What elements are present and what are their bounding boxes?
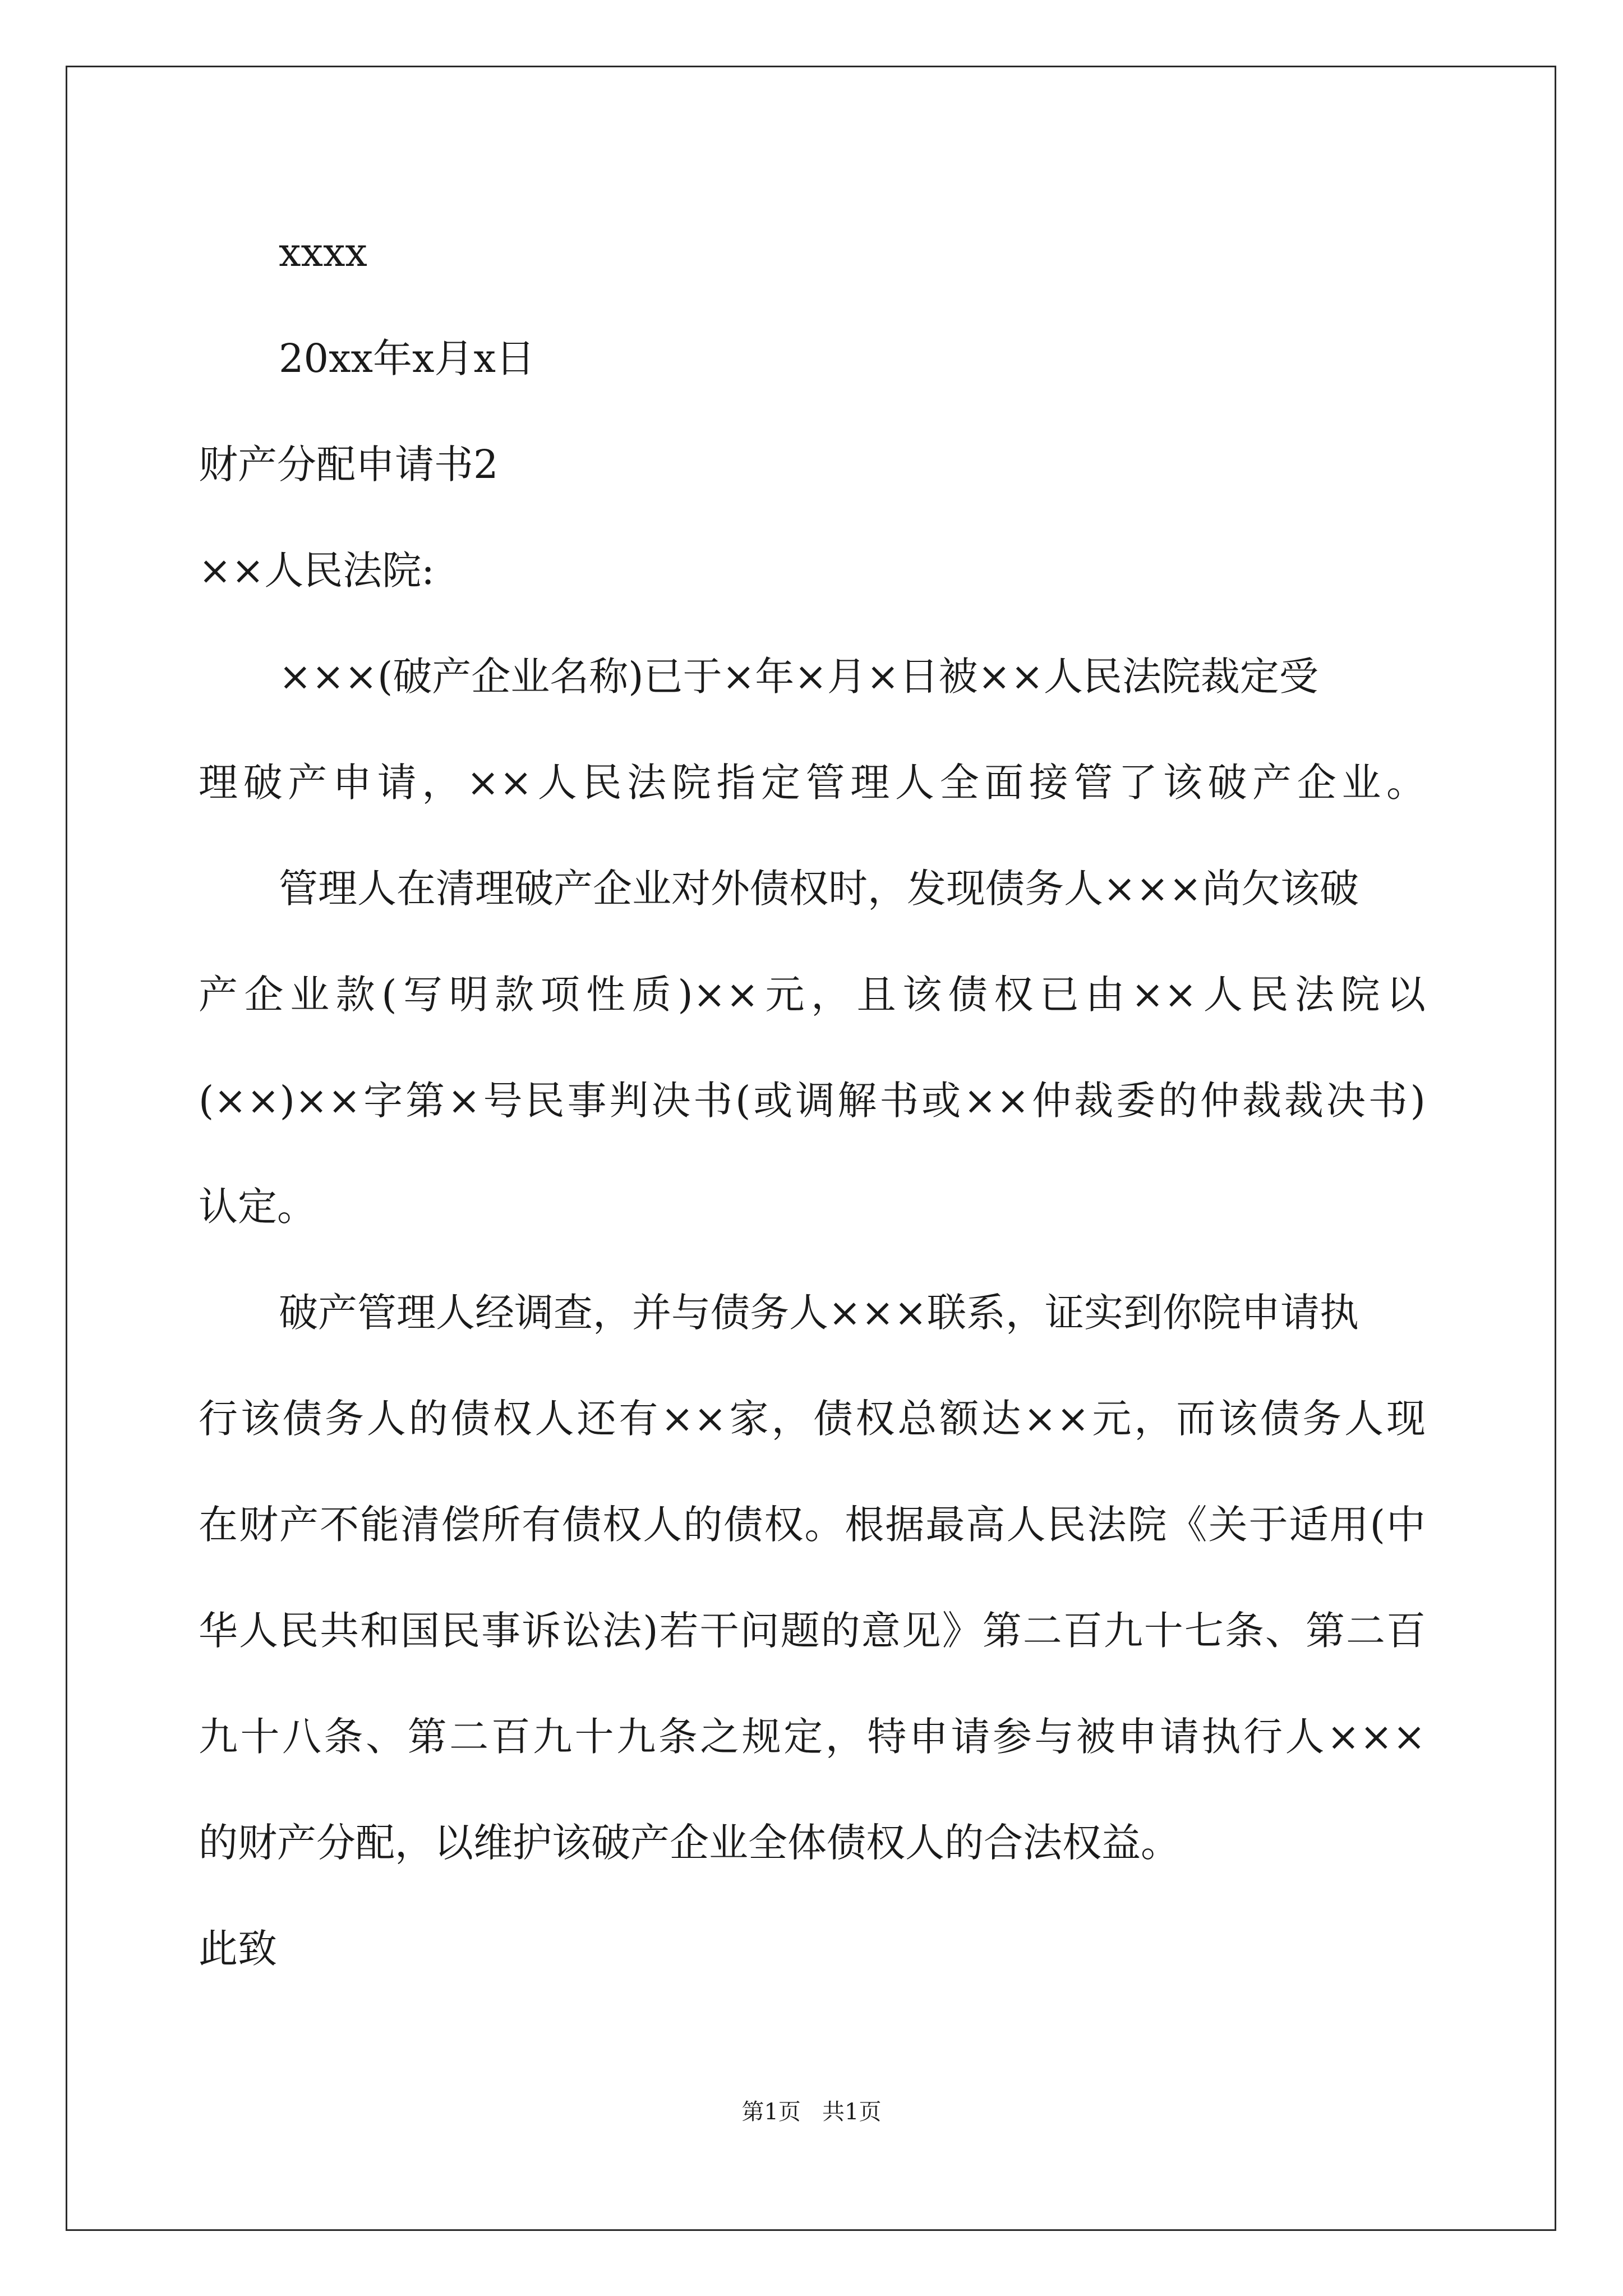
signature-name: xxxx (279, 229, 367, 275)
paragraph-1-line-2: 理破产申请，××人民法院指定管理人全面接管了该破产企业。 (199, 760, 1426, 806)
paragraph-2-line-1: 管理人在清理破产企业对外债权时，发现债务人×××尚欠该破 (279, 866, 1359, 912)
paragraph-3-line-2: 行该债务人的债权人还有××家，债权总额达××元，而该债务人现 (199, 1396, 1426, 1442)
salutation: ××人民法院: (199, 547, 435, 593)
section-title: 财产分配申请书2 (199, 441, 499, 487)
paragraph-3-line-4: 华人民共和国民事诉讼法)若干问题的意见》第二百九十七条、第二百 (199, 1608, 1426, 1654)
closing: 此致 (199, 1926, 277, 1972)
signature-date: 20xx年x月x日 (279, 335, 535, 381)
page-border (66, 66, 1556, 2231)
paragraph-3-line-3: 在财产不能清偿所有债权人的债权。根据最高人民法院《关于适用(中 (199, 1502, 1426, 1548)
paragraph-2-line-2: 产企业款(写明款项性质)××元，且该债权已由××人民法院以 (199, 972, 1426, 1018)
paragraph-3-line-5: 九十八条、第二百九十九条之规定，特申请参与被申请执行人××× (199, 1714, 1426, 1760)
paragraph-3-line-6: 的财产分配，以维护该破产企业全体债权人的合法权益。 (199, 1820, 1180, 1866)
paragraph-1-line-1: ×××(破产企业名称)已于×年×月×日被××人民法院裁定受 (279, 654, 1318, 700)
paragraph-3-line-1: 破产管理人经调查，并与债务人×××联系，证实到你院申请执 (279, 1290, 1359, 1336)
paragraph-2-line-3: (××)××字第×号民事判决书(或调解书或××仲裁委的仲裁裁决书) (199, 1078, 1426, 1124)
paragraph-2-line-4: 认定。 (199, 1184, 316, 1230)
page-number-footer: 第1页 共1页 (741, 2099, 882, 2125)
